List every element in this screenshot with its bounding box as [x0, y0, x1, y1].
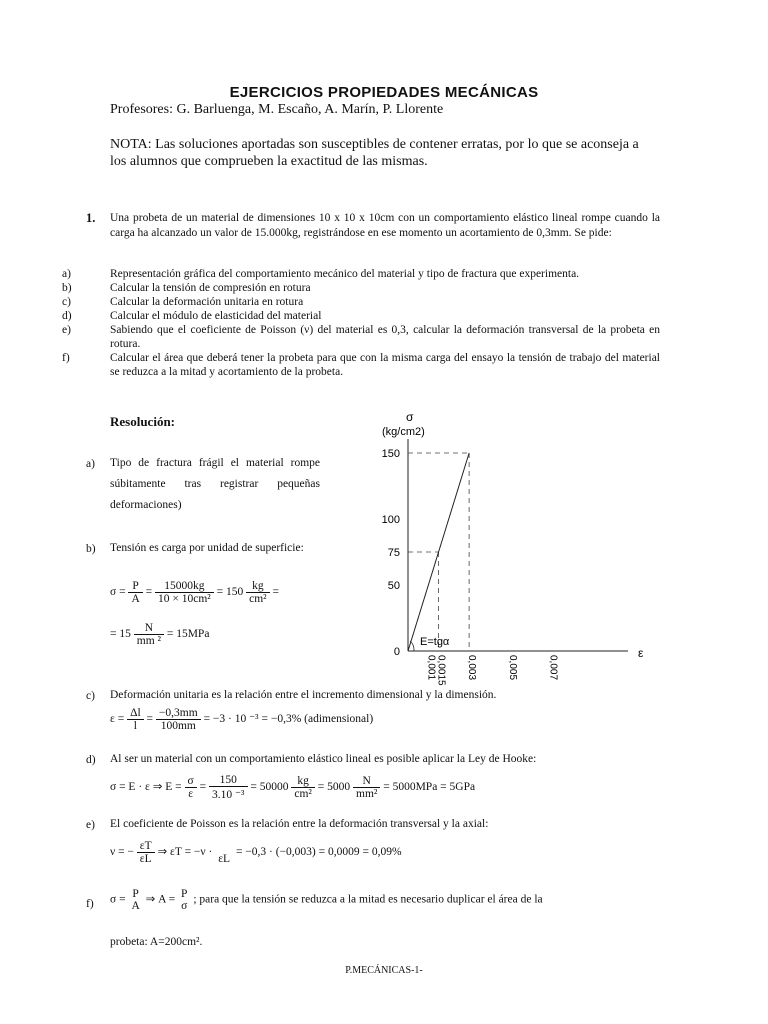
x-tick-label: 0,0015 — [435, 655, 447, 686]
chart-annotation: E=tgα — [420, 636, 450, 648]
equation-b-2: = 15 $\frac{N}{\text{mm ²}}$ = 15MPa — [110, 622, 210, 647]
x-tick-label: 0,005 — [506, 655, 518, 681]
authors: Profesores: G. Barluenga, M. Escaño, A. Marín, P. Llorente — [110, 102, 444, 117]
y-tick-label: 50 — [387, 580, 400, 592]
y-tick-label: 0 — [393, 646, 400, 658]
x-tick-label: 0,003 — [466, 655, 478, 681]
resolution-heading: Resolución: — [110, 414, 175, 429]
exercise-statement: Una probeta de un material de dimensiones 10 x 10 x 10cm con un comportamiento elástico lineal rompe cuando la carga ha alcanzado un valor de 15.000kg, registrándose en ese momento un acortamiento de 0,3mm. Se pide: — [110, 212, 660, 239]
y-tick-label: 100 — [381, 514, 400, 526]
answer-f-text: probeta: A=200cm². — [110, 936, 203, 948]
answer-e-text: El coeficiente de Poisson es la relación entre la deformación transversal y la axial: — [110, 818, 489, 830]
equation-e: ν = − $\frac{\varepsilon T}{\varepsilon L}$ ⇒ εT = −ν · εL = −0,3 · (−0,003) = 0,0009 = 0,09% — [110, 840, 402, 865]
list-item: b) Calcular la tensión de compresión en rotura — [62, 282, 311, 294]
stress-strain-chart — [368, 405, 668, 695]
chart-yunit: (kg/cm2) — [382, 426, 425, 438]
answer-d-text: Al ser un material con un comportamiento elástico lineal es posible aplicar la Ley de Hooke: — [110, 753, 537, 765]
y-tick-label: 150 — [381, 448, 400, 460]
answer-e-letter: e) — [86, 819, 95, 831]
list-item: c) Calcular la deformación unitaria en rotura — [62, 296, 304, 308]
equation-c: ε = $\frac{\Delta l}{l}$ = $\frac{-0,3mm}{100mm}$ = −3 · 10 ⁻³ = −0,3% (adimensional) — [110, 707, 374, 732]
chart-ylabel: σ — [406, 410, 414, 424]
list-item: e) Sabiendo que el coeficiente de Poisson (ν) del material es 0,3, calcular la deformación transversal de la probeta en rotura. — [62, 324, 660, 350]
note: NOTA: Las soluciones aportadas son susceptibles de contener erratas, por lo que se aconseja a los alumnos que comprueben la exactitud de las mismas. — [110, 137, 639, 169]
y-tick-label: 75 — [387, 547, 400, 559]
equation-b-1: σ = $\frac{P}{A}$ = $\frac{15000kg}{\text{10 × 10cm²}}$ = 150 $\frac{kg}{\text{cm²}}$ = — [110, 580, 279, 605]
question-list — [62, 267, 660, 379]
answer-b-letter: b) — [86, 543, 96, 555]
chart-xlabel: ε — [638, 646, 644, 660]
equation-f: σ = P A ⇒ A = P σ ; para que la tensión se reduzca a la mitad es necesario duplicar el área de la — [110, 888, 543, 912]
answer-c-letter: c) — [86, 690, 95, 702]
page-title: EJERCICIOS PROPIEDADES MECÁNICAS — [229, 84, 539, 101]
answer-b-text: Tensión es carga por unidad de superficie: — [110, 542, 304, 554]
answer-d-letter: d) — [86, 754, 96, 766]
exercise-number: 1. — [86, 211, 96, 225]
answer-a-letter: a) — [86, 458, 95, 470]
page-footer: P.MECÁNICAS-1- — [345, 965, 423, 976]
list-item: d) Calcular el módulo de elasticidad del material — [62, 310, 322, 322]
equation-d: σ = E · ε ⇒ E = $\frac{\sigma}{\varepsilon}$ = $\frac{150}{\text{3.10 ⁻³}}$ = 50000 $\frac{kg}{\text{cm²}}$ = 5000 $\frac{N}{\text{mm²}}$ = 5000MPa = 5GPa — [110, 774, 476, 801]
list-item: f) Calcular el área que deberá tener la probeta para que con la misma carga del ensayo la tensión de trabajo del material se reduzca a la mitad y acortamiento de la probeta. — [62, 352, 660, 378]
answer-f-letter: f) — [86, 898, 94, 910]
answer-a-text: Tipo de fractura frágil el material rompe súbitamente tras registrar pequeñas deformaciones) — [110, 457, 320, 511]
x-tick-label: 0,001 — [425, 655, 437, 681]
x-tick-label: 0,007 — [547, 655, 559, 681]
list-item: a) Representación gráfica del comportamiento mecánico del material y tipo de fractura que experimenta. — [62, 268, 580, 280]
answer-c-text: Deformación unitaria es la relación entre el incremento dimensional y la dimensión. — [110, 689, 497, 701]
